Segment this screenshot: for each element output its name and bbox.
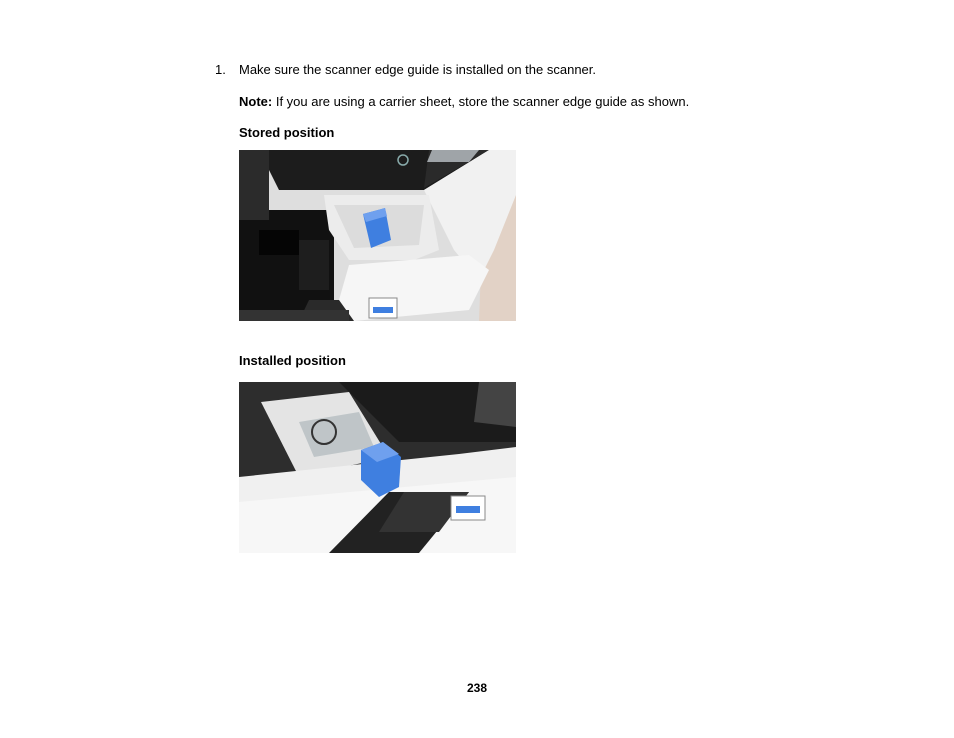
stored-position-photo — [239, 150, 516, 321]
note-label: Note: — [239, 94, 273, 109]
page-number: 238 — [466, 681, 488, 695]
note — [239, 94, 689, 110]
installed-position-photo — [239, 382, 516, 553]
step-text: Make sure the scanner edge guide is installed on the scanner. — [239, 62, 597, 77]
step-number: 1. — [215, 62, 226, 77]
installed-position-caption: Installed position — [239, 353, 346, 368]
note-text: If you are using a carrier sheet, store the scanner edge guide as shown. — [272, 94, 690, 109]
stored-position-caption: Stored position — [239, 125, 335, 140]
